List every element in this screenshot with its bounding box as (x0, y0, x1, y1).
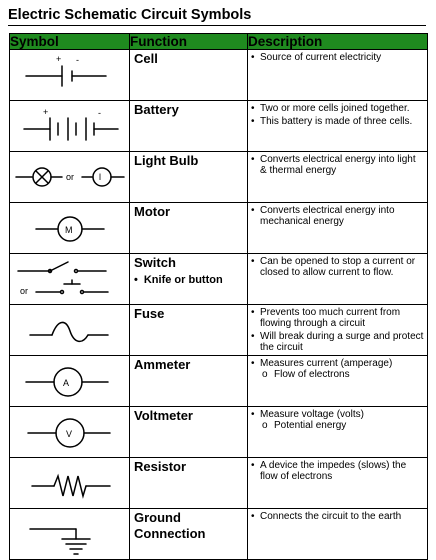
description-subitem: o Flow of electrons (262, 369, 427, 380)
description-item: • A device the impedes (slows) the flow of electrons (260, 460, 425, 482)
description-cell (248, 305, 428, 356)
description-item: • Measure voltage (volts) (260, 409, 425, 420)
description-item: • Converts electrical energy into mechanical energy (260, 205, 425, 227)
symbol-cell (10, 152, 130, 203)
symbol-cell (10, 407, 130, 458)
table-row (10, 458, 428, 509)
minus-label: - (76, 55, 79, 65)
symbol-cell (10, 509, 130, 560)
description-list (248, 358, 427, 369)
function-cell (130, 509, 248, 560)
cell-icon (10, 50, 130, 100)
description-item: • Source of current electricity (260, 52, 425, 63)
header-symbol: Symbol (10, 34, 130, 50)
description-item: • Prevents too much current from flowing through a circuit (260, 307, 425, 329)
description-cell (248, 101, 428, 152)
description-list (248, 256, 427, 278)
or-label: or (66, 172, 75, 182)
symbol-cell (10, 254, 130, 305)
function-label: Ammeter (134, 357, 191, 372)
table-row (10, 152, 428, 203)
description-item: • Two or more cells joined together. (260, 103, 425, 114)
function-label: Light Bulb (134, 153, 199, 168)
table-row (10, 254, 428, 305)
motor-letter: M (65, 225, 73, 235)
description-cell (248, 254, 428, 305)
ammeter-letter: A (63, 378, 70, 388)
symbols-table (9, 33, 428, 560)
function-cell (130, 407, 248, 458)
description-cell (248, 50, 428, 101)
description-item: • This battery is made of three cells. (260, 116, 425, 127)
function-label: Cell (134, 51, 158, 66)
table-row (10, 101, 428, 152)
description-list (248, 460, 427, 482)
function-cell (130, 101, 248, 152)
plus-label: + (56, 54, 62, 64)
function-cell (130, 305, 248, 356)
light-bulb-icon (10, 152, 130, 202)
function-label: Fuse (134, 306, 165, 321)
function-cell (130, 458, 248, 509)
table-row (10, 356, 428, 407)
function-label: Motor (134, 204, 171, 219)
ground-icon (10, 509, 130, 559)
fuse-icon (10, 305, 130, 355)
description-item: • Converts electrical energy into light & thermal energy (260, 154, 425, 176)
description-list (248, 511, 427, 522)
description-cell (248, 509, 428, 560)
title-underline (8, 25, 426, 26)
symbol-cell (10, 50, 130, 101)
function-label (130, 254, 247, 288)
description-cell (248, 458, 428, 509)
description-list (248, 103, 427, 127)
function-cell (130, 203, 248, 254)
table-row (10, 509, 428, 560)
header-description: Description (248, 34, 428, 50)
function-label: Resistor (134, 459, 187, 474)
page-title: Electric Schematic Circuit Symbols (8, 7, 252, 23)
description-cell (248, 407, 428, 458)
description-list (248, 409, 427, 420)
description-item: • Measures current (amperage) (260, 358, 425, 369)
resistor-icon (10, 458, 130, 508)
minus-label: - (98, 108, 101, 118)
symbol-cell (10, 356, 130, 407)
function-label: Ground Connection (134, 510, 206, 541)
or-label: or (20, 286, 29, 296)
symbol-cell (10, 458, 130, 509)
function-label: Voltmeter (134, 408, 193, 423)
description-item: • Connects the circuit to the earth (260, 511, 425, 522)
description-list (248, 205, 427, 227)
description-cell (248, 152, 428, 203)
filament-label: l (99, 172, 101, 182)
battery-icon (10, 101, 130, 151)
function-sublabel: • Knife or button (134, 272, 247, 288)
function-cell (130, 254, 248, 305)
table-row (10, 305, 428, 356)
table-row (10, 407, 428, 458)
function-cell (130, 356, 248, 407)
motor-icon (10, 203, 130, 253)
plus-label: + (43, 107, 49, 117)
description-list (248, 52, 427, 63)
ammeter-icon (10, 356, 130, 406)
description-cell (248, 203, 428, 254)
symbol-cell (10, 203, 130, 254)
switch-icon (10, 254, 130, 304)
description-item: • Can be opened to stop a current or closed to allow current to flow. (260, 256, 425, 278)
description-list (248, 307, 427, 353)
voltmeter-letter: V (66, 429, 73, 439)
description-item: • Will break during a surge and protect the circuit (260, 331, 425, 353)
symbol-cell (10, 101, 130, 152)
symbol-cell (10, 305, 130, 356)
description-list (248, 154, 427, 176)
description-cell (248, 356, 428, 407)
function-cell (130, 50, 248, 101)
function-name: Switch (134, 255, 176, 270)
voltmeter-icon (10, 407, 130, 457)
table-row (10, 203, 428, 254)
description-subitem: o Potential energy (262, 420, 427, 431)
header-function: Function (130, 34, 248, 50)
function-label: Battery (134, 102, 179, 117)
function-cell (130, 152, 248, 203)
table-header-row (10, 34, 428, 50)
table-row (10, 50, 428, 101)
